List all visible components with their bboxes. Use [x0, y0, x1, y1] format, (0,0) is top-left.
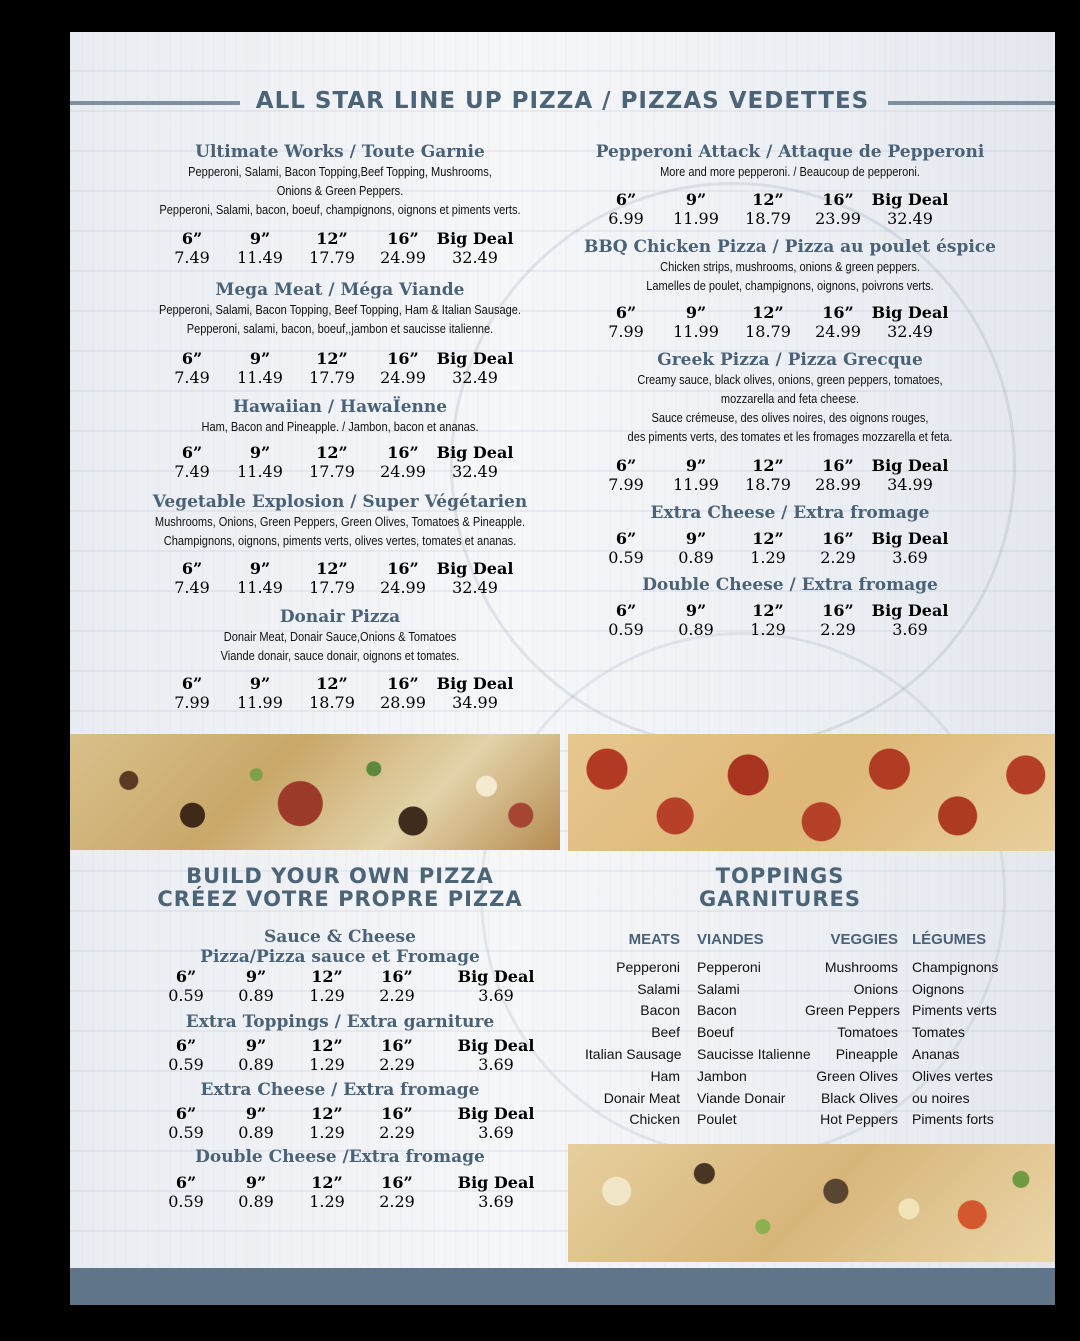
menu-item-description: des piments verts, des tomates et les fromages mozzarella et feta.	[627, 429, 953, 444]
topping-item: Italian Sausage	[585, 1045, 682, 1062]
legumes-header: LÉGUMES	[912, 931, 987, 948]
price-value: 32.49	[452, 578, 498, 597]
size-label: 9”	[249, 443, 271, 462]
build-heading-en: BUILD YOUR OWN PIZZA	[186, 864, 494, 888]
build-item-title: Pizza/Pizza sauce et Fromage	[200, 947, 480, 967]
price-value: 11.99	[237, 693, 283, 712]
menu-item-description: Lamelles de poulet, champignons, oignons, poivrons verts.	[646, 278, 934, 293]
size-label: Big Deal	[871, 601, 949, 620]
topping-item: Mushrooms	[824, 958, 898, 975]
size-label: 16”	[381, 1173, 413, 1192]
topping-item: Champignons	[912, 958, 999, 975]
size-label: Big Deal	[871, 456, 949, 475]
menu-item-title: Extra Cheese / Extra fromage	[650, 503, 930, 523]
price-value: 11.49	[237, 462, 283, 481]
menu-item-description: Champignons, oignons, piments verts, olives vertes, tomates et ananas.	[163, 533, 517, 548]
build-heading	[140, 865, 540, 911]
price-value: 1.29	[309, 1123, 345, 1142]
price-value: 7.49	[174, 462, 210, 481]
size-label: 12”	[752, 190, 784, 209]
menu-item-title: Ultimate Works / Toute Garnie	[195, 142, 485, 162]
price-value: 32.49	[452, 368, 498, 387]
size-label: 12”	[311, 1036, 343, 1055]
price-value: 1.29	[309, 1055, 345, 1074]
topping-item: Green Olives	[816, 1067, 898, 1084]
price-value: 2.29	[379, 986, 415, 1005]
meats-header: MEATS	[628, 931, 680, 948]
size-label: 16”	[387, 559, 419, 578]
size-label: 16”	[387, 229, 419, 248]
price-value: 18.79	[309, 693, 355, 712]
size-label: 16”	[381, 1036, 413, 1055]
price-value: 24.99	[380, 462, 426, 481]
size-label: 12”	[316, 229, 348, 248]
price-value: 23.99	[815, 209, 861, 228]
size-label: Big Deal	[457, 1036, 535, 1055]
size-label: 16”	[822, 456, 854, 475]
topping-item: Ananas	[912, 1045, 960, 1062]
topping-item: Boeuf	[697, 1024, 734, 1041]
size-label: 12”	[752, 456, 784, 475]
menu-item	[105, 492, 575, 550]
size-label: 6”	[615, 456, 637, 475]
size-label: 16”	[387, 674, 419, 693]
price-value: 0.89	[678, 620, 714, 639]
price-value: 0.59	[608, 548, 644, 567]
topping-item: Bacon	[640, 1002, 680, 1019]
topping-item: Black Olives	[820, 1089, 898, 1106]
size-label: 9”	[685, 456, 707, 475]
veggies-en-list	[805, 929, 898, 1131]
topping-item: Salami	[637, 980, 680, 997]
size-label: 12”	[311, 1173, 343, 1192]
menu-item	[105, 280, 575, 338]
size-label: 6”	[615, 303, 637, 322]
price-value: 2.29	[379, 1055, 415, 1074]
size-label: Big Deal	[436, 229, 514, 248]
size-label: 9”	[245, 1173, 267, 1192]
menu-item-title: Greek Pizza / Pizza Grecque	[657, 350, 923, 370]
menu-item-description: Pepperoni, Salami, Bacon Topping, Beef Topping, Ham & Italian Sausage.	[158, 302, 522, 317]
price-value: 32.49	[887, 209, 933, 228]
price-value: 0.59	[168, 986, 204, 1005]
price-value: 1.29	[309, 986, 345, 1005]
menu-item	[105, 397, 575, 436]
size-label: 12”	[752, 529, 784, 548]
size-label: Big Deal	[457, 1104, 535, 1123]
build-item	[140, 927, 540, 967]
topping-item: Oignons	[912, 980, 965, 997]
price-value: 11.49	[237, 578, 283, 597]
menu-item-description: Pepperoni, Salami, bacon, boeuf, champignons, oignons et piments verts.	[159, 202, 521, 217]
size-label: Big Deal	[871, 303, 949, 322]
menu-item-title: Double Cheese / Extra fromage	[642, 575, 938, 595]
menu-item-description: Donair Meat, Donair Sauce,Onions & Tomatoes	[223, 629, 457, 644]
size-label: 6”	[615, 190, 637, 209]
size-label: 12”	[316, 443, 348, 462]
build-item	[140, 1080, 540, 1100]
topping-item: Piments forts	[912, 1111, 994, 1128]
topping-item: Viande Donair	[697, 1089, 786, 1106]
menu-item-description: Mushrooms, Onions, Green Peppers, Green Olives, Tomatoes & Pineapple.	[154, 514, 526, 529]
size-label: 6”	[175, 1036, 197, 1055]
build-heading-fr: CRÉEZ VOTRE PROPRE PIZZA	[157, 887, 523, 911]
veggie-pizza-photo	[568, 1144, 1055, 1262]
size-label: 9”	[249, 349, 271, 368]
build-item-title: Extra Toppings / Extra garniture	[185, 1012, 495, 1032]
topping-item: Onions	[853, 980, 898, 997]
price-value: 11.49	[237, 368, 283, 387]
meats-fr-list	[697, 929, 817, 1131]
topping-item: Pepperoni	[616, 958, 680, 975]
size-label: Big Deal	[436, 349, 514, 368]
size-label: Big Deal	[436, 674, 514, 693]
pepperoni-pizza-photo	[568, 734, 1055, 851]
size-label: 16”	[822, 190, 854, 209]
menu-item-description: Viande donair, sauce donair, oignons et tomates.	[220, 648, 460, 663]
price-value: 0.89	[238, 986, 274, 1005]
price-value: 34.99	[452, 693, 498, 712]
menu-item	[555, 142, 1025, 181]
size-label: 16”	[822, 601, 854, 620]
price-value: 17.79	[309, 462, 355, 481]
size-label: 12”	[752, 601, 784, 620]
topping-item: Poulet	[697, 1111, 737, 1128]
size-label: 6”	[181, 559, 203, 578]
price-value: 7.99	[608, 322, 644, 341]
size-label: 6”	[181, 349, 203, 368]
menu-item-description: Chicken strips, mushrooms, onions & green peppers.	[660, 259, 920, 274]
topping-item: Green Peppers	[805, 1002, 900, 1019]
size-label: Big Deal	[436, 443, 514, 462]
size-label: Big Deal	[871, 529, 949, 548]
size-label: 12”	[311, 1104, 343, 1123]
menu-item-title: Mega Meat / Méga Viande	[215, 280, 465, 300]
price-value: 3.69	[478, 986, 514, 1005]
price-value: 28.99	[815, 475, 861, 494]
size-label: 9”	[245, 967, 267, 986]
meats-en-list	[585, 929, 680, 1131]
price-value: 11.99	[673, 475, 719, 494]
size-label: Big Deal	[436, 559, 514, 578]
size-label: 6”	[181, 674, 203, 693]
menu-item-description: Creamy sauce, black olives, onions, green peppers, tomatoes,	[637, 372, 943, 387]
menu-item-description: More and more pepperoni. / Beaucoup de pepperoni.	[660, 164, 920, 179]
price-value: 34.99	[887, 475, 933, 494]
price-value: 24.99	[815, 322, 861, 341]
price-value: 0.59	[608, 620, 644, 639]
price-value: 17.79	[309, 248, 355, 267]
topping-item: Saucisse Italienne	[697, 1045, 811, 1062]
price-value: 17.79	[309, 578, 355, 597]
toppings-heading	[630, 865, 930, 911]
toppings-heading-fr: GARNITURES	[698, 887, 862, 911]
size-label: 9”	[685, 601, 707, 620]
topping-item: Donair Meat	[603, 1089, 680, 1106]
size-label: 9”	[685, 190, 707, 209]
price-value: 3.69	[478, 1123, 514, 1142]
size-label: 16”	[381, 967, 413, 986]
build-item	[140, 1147, 540, 1167]
topping-item: Chicken	[629, 1111, 680, 1128]
size-label: 6”	[175, 1173, 197, 1192]
price-value: 6.99	[608, 209, 644, 228]
build-item-title: Extra Cheese / Extra fromage	[200, 1080, 480, 1100]
size-label: Big Deal	[457, 967, 535, 986]
size-label: 6”	[175, 1104, 197, 1123]
price-value: 0.89	[238, 1123, 274, 1142]
menu-item-title: Hawaiian / HawaÏenne	[232, 397, 448, 417]
menu-item-description: Pepperoni, salami, bacon, boeuf,,jambon et saucisse italienne.	[186, 321, 494, 336]
price-value: 18.79	[745, 475, 791, 494]
veggies-fr-list	[912, 929, 1022, 1131]
size-label: 16”	[387, 349, 419, 368]
price-value: 2.29	[379, 1192, 415, 1211]
price-value: 24.99	[380, 368, 426, 387]
price-value: 32.49	[887, 322, 933, 341]
build-item	[140, 1012, 540, 1032]
price-value: 3.69	[478, 1192, 514, 1211]
price-value: 0.59	[168, 1192, 204, 1211]
price-value: 7.49	[174, 578, 210, 597]
menu-item-description: Onions & Green Peppers.	[276, 183, 404, 198]
topping-item: Jambon	[697, 1067, 747, 1084]
size-label: 6”	[181, 229, 203, 248]
price-value: 7.49	[174, 248, 210, 267]
price-value: 11.99	[673, 322, 719, 341]
price-value: 18.79	[745, 322, 791, 341]
price-value: 2.29	[820, 620, 856, 639]
price-value: 0.89	[238, 1192, 274, 1211]
price-value: 7.99	[608, 475, 644, 494]
topping-item: Pineapple	[835, 1045, 898, 1062]
build-item-title: Double Cheese /Extra fromage	[195, 1147, 485, 1167]
topping-item: Piments verts	[912, 1002, 997, 1019]
size-label: 16”	[387, 443, 419, 462]
size-label: 12”	[316, 349, 348, 368]
build-item-title: Sauce & Cheese	[264, 927, 416, 947]
menu-item-title: Pepperoni Attack / Attaque de Pepperoni	[595, 142, 985, 162]
size-label: 9”	[685, 529, 707, 548]
page-title: ALL STAR LINE UP PIZZA / PIZZAS VEDETTES	[255, 88, 870, 114]
price-value: 2.29	[820, 548, 856, 567]
topping-item: Tomates	[912, 1024, 965, 1041]
price-value: 3.69	[892, 620, 928, 639]
topping-item: Hot Peppers	[820, 1111, 898, 1128]
topping-item: Olives vertes	[912, 1067, 993, 1084]
size-label: 16”	[822, 303, 854, 322]
size-label: Big Deal	[871, 190, 949, 209]
menu-item	[555, 350, 1025, 446]
price-value: 1.29	[750, 620, 786, 639]
price-value: 0.59	[168, 1055, 204, 1074]
size-label: 9”	[245, 1104, 267, 1123]
size-label: 12”	[752, 303, 784, 322]
menu-item-title: BBQ Chicken Pizza / Pizza au poulet éspice	[584, 237, 996, 257]
toppings-heading-en: TOPPINGS	[715, 864, 845, 888]
price-value: 1.29	[750, 548, 786, 567]
size-label: 9”	[249, 559, 271, 578]
price-value: 0.89	[678, 548, 714, 567]
size-label: 6”	[181, 443, 203, 462]
topping-item: Tomatoes	[837, 1024, 898, 1041]
size-label: 16”	[822, 529, 854, 548]
menu-item-description: mozzarella and feta cheese.	[720, 391, 860, 406]
price-value: 24.99	[380, 578, 426, 597]
price-value: 0.89	[238, 1055, 274, 1074]
price-value: 32.49	[452, 248, 498, 267]
topping-item: Beef	[651, 1024, 680, 1041]
menu-item-description: Pepperoni, Salami, Bacon Topping,Beef Topping, Mushrooms,	[188, 164, 492, 179]
menu-item	[555, 237, 1025, 295]
price-value: 18.79	[745, 209, 791, 228]
size-label: 6”	[615, 601, 637, 620]
viandes-header: VIANDES	[697, 931, 764, 948]
menu-item-description: Ham, Bacon and Pineapple. / Jambon, bacon et ananas.	[201, 419, 479, 434]
menu-item	[555, 503, 1025, 523]
price-value: 7.99	[174, 693, 210, 712]
topping-item: Salami	[697, 980, 740, 997]
size-label: Big Deal	[457, 1173, 535, 1192]
price-value: 24.99	[380, 248, 426, 267]
menu-item-title: Vegetable Explosion / Super Végétarien	[152, 492, 528, 512]
price-value: 1.29	[309, 1192, 345, 1211]
size-label: 12”	[311, 967, 343, 986]
price-value: 11.49	[237, 248, 283, 267]
size-label: 9”	[245, 1036, 267, 1055]
price-value: 32.49	[452, 462, 498, 481]
size-label: 9”	[249, 229, 271, 248]
size-label: 12”	[316, 559, 348, 578]
size-label: 6”	[615, 529, 637, 548]
size-label: 9”	[685, 303, 707, 322]
price-value: 3.69	[892, 548, 928, 567]
price-value: 28.99	[380, 693, 426, 712]
supreme-pizza-photo	[70, 734, 560, 850]
menu-item-description: Sauce crémeuse, des olives noires, des oignons rouges,	[651, 410, 929, 425]
veggies-header: VEGGIES	[830, 931, 898, 948]
topping-item: Ham	[650, 1067, 680, 1084]
price-value: 7.49	[174, 368, 210, 387]
price-value: 3.69	[478, 1055, 514, 1074]
size-label: 6”	[175, 967, 197, 986]
menu-item	[105, 142, 575, 219]
footer-bar	[70, 1268, 1055, 1305]
size-label: 9”	[249, 674, 271, 693]
price-value: 2.29	[379, 1123, 415, 1142]
topping-item: Bacon	[697, 1002, 737, 1019]
size-label: 16”	[381, 1104, 413, 1123]
topping-item: ou noires	[912, 1089, 970, 1106]
price-value: 17.79	[309, 368, 355, 387]
menu-page	[70, 32, 1055, 1305]
price-value: 11.99	[673, 209, 719, 228]
price-value: 0.59	[168, 1123, 204, 1142]
menu-item-title: Donair Pizza	[279, 607, 401, 627]
topping-item: Pepperoni	[697, 958, 761, 975]
menu-item	[555, 575, 1025, 595]
menu-item	[105, 607, 575, 665]
size-label: 12”	[316, 674, 348, 693]
